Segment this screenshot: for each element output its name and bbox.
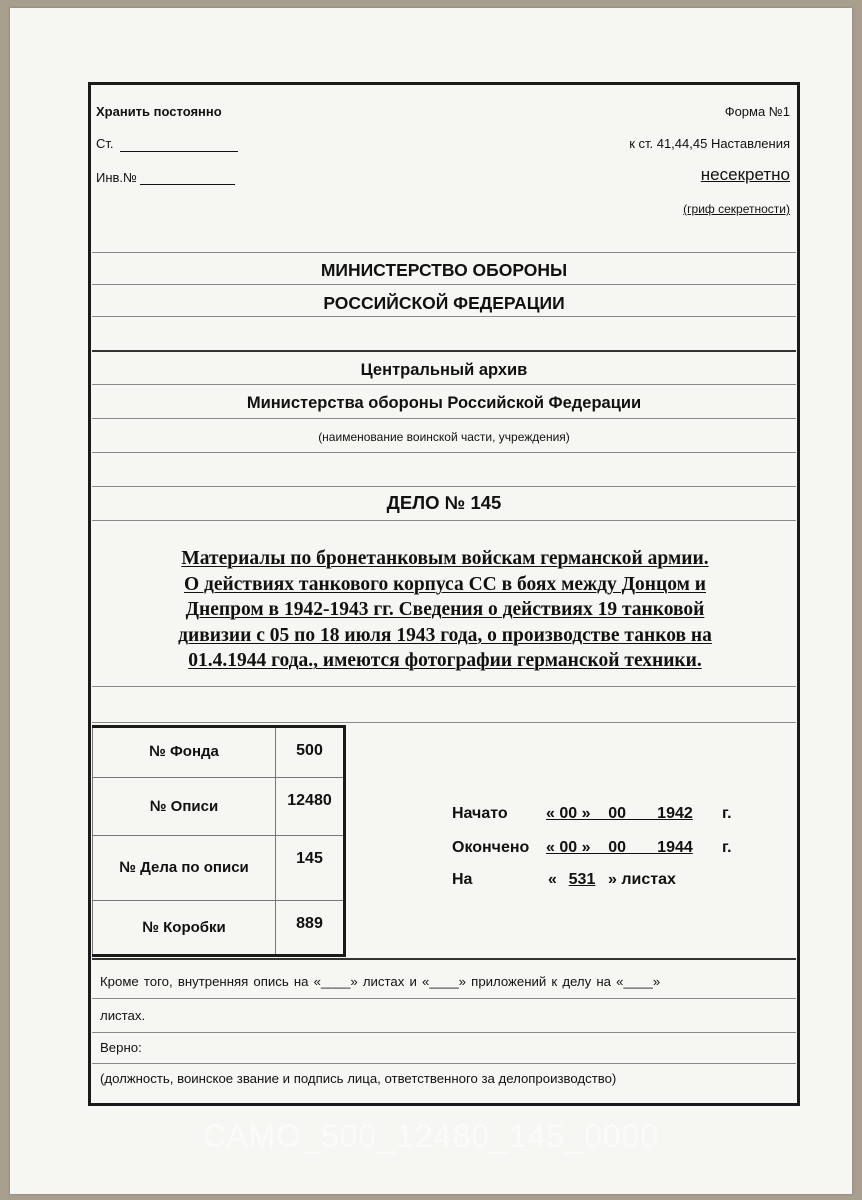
- case-number-value: 145: [276, 836, 345, 901]
- inventory-value: 12480: [276, 777, 345, 836]
- rule-line: [92, 998, 796, 999]
- st-blank-line: [120, 151, 238, 152]
- archive-line-1: Центральный архив: [360, 361, 528, 379]
- sheets-open-quote: «: [548, 871, 557, 888]
- subject-line: дивизии с 05 по 18 июля 1943 года, о производстве танков на: [178, 624, 712, 646]
- secrecy-stamp: несекретно: [700, 165, 790, 184]
- rule-line: [92, 350, 796, 352]
- rule-line: [92, 284, 796, 285]
- subject-line: О действиях танкового корпуса СС в боях между Донцом и: [183, 573, 707, 595]
- signature-caption: (должность, воинское звание и подпись лица, ответственного за делопроизводство): [100, 1071, 617, 1086]
- fund-table: [92, 725, 346, 957]
- ended-date: « 00 » 00 1944: [546, 839, 693, 856]
- started-date: « 00 » 00 1942: [546, 805, 693, 822]
- verified-label: Верно:: [100, 1040, 142, 1055]
- table-row: [93, 836, 345, 901]
- fund-value: 500: [276, 727, 345, 778]
- rule-line: [92, 452, 796, 453]
- case-title: ДЕЛО № 145: [386, 492, 502, 513]
- archive-watermark: САМО_500_12480_145_0000: [202, 1118, 660, 1154]
- sheets-suffix: » листах: [608, 871, 676, 888]
- rule-line: [92, 722, 796, 723]
- sheets-prefix: На: [452, 871, 473, 888]
- case-number-label: № Дела по описи: [93, 836, 276, 901]
- ministry-line-1: МИНИСТЕРСТВО ОБОРОНЫ: [320, 260, 568, 280]
- case-subject: [100, 546, 790, 674]
- box-label: № Коробки: [93, 901, 276, 956]
- ended-year-suffix: г.: [722, 839, 732, 856]
- inventory-number-label: Инв.№: [96, 170, 137, 185]
- fund-label: № Фонда: [93, 727, 276, 778]
- keep-forever-label: Хранить постоянно: [96, 104, 222, 119]
- started-year-suffix: г.: [722, 805, 732, 822]
- rule-line: [92, 252, 796, 253]
- form-number: Форма №1: [724, 104, 790, 119]
- subject-line: Днепром в 1942-1943 гг. Сведения о действиях 19 танковой: [185, 599, 705, 620]
- internal-inventory-note: Кроме того, внутренняя опись на «____» листах и «____» приложений к делу на «____»: [100, 974, 661, 989]
- secrecy-caption: (гриф секретности): [683, 202, 790, 216]
- internal-inventory-note-cont: листах.: [100, 1008, 146, 1023]
- rule-line: [92, 1063, 796, 1064]
- inventory-label: № Описи: [93, 777, 276, 836]
- rule-line: [92, 1032, 796, 1033]
- subject-line: 01.4.1944 года., имеются фотографии германской техники.: [188, 650, 702, 671]
- rule-line: [92, 418, 796, 419]
- rule-line: [92, 686, 796, 687]
- ministry-line-2: РОССИЙСКОЙ ФЕДЕРАЦИИ: [323, 293, 565, 313]
- rule-line: [92, 384, 796, 385]
- instruction-reference: к ст. 41,44,45 Наставления: [629, 136, 790, 151]
- sheets-count: 531: [568, 871, 596, 888]
- rule-line: [92, 520, 796, 521]
- ended-label: Окончено: [452, 839, 530, 856]
- started-label: Начато: [452, 805, 508, 822]
- rule-line: [92, 958, 796, 960]
- archive-line-2: Министерства обороны Российской Федерации: [246, 394, 642, 412]
- table-row: [93, 777, 345, 836]
- inventory-blank-line: [140, 184, 235, 185]
- table-row: [93, 901, 345, 956]
- archive-caption: (наименование воинской части, учреждения): [318, 430, 570, 444]
- st-label: Ст.: [96, 136, 114, 151]
- box-value: 889: [276, 901, 345, 956]
- subject-line: Материалы по бронетанковым войскам германской армии.: [181, 548, 709, 569]
- rule-line: [92, 316, 796, 317]
- rule-line: [92, 486, 796, 487]
- table-row: [93, 727, 345, 778]
